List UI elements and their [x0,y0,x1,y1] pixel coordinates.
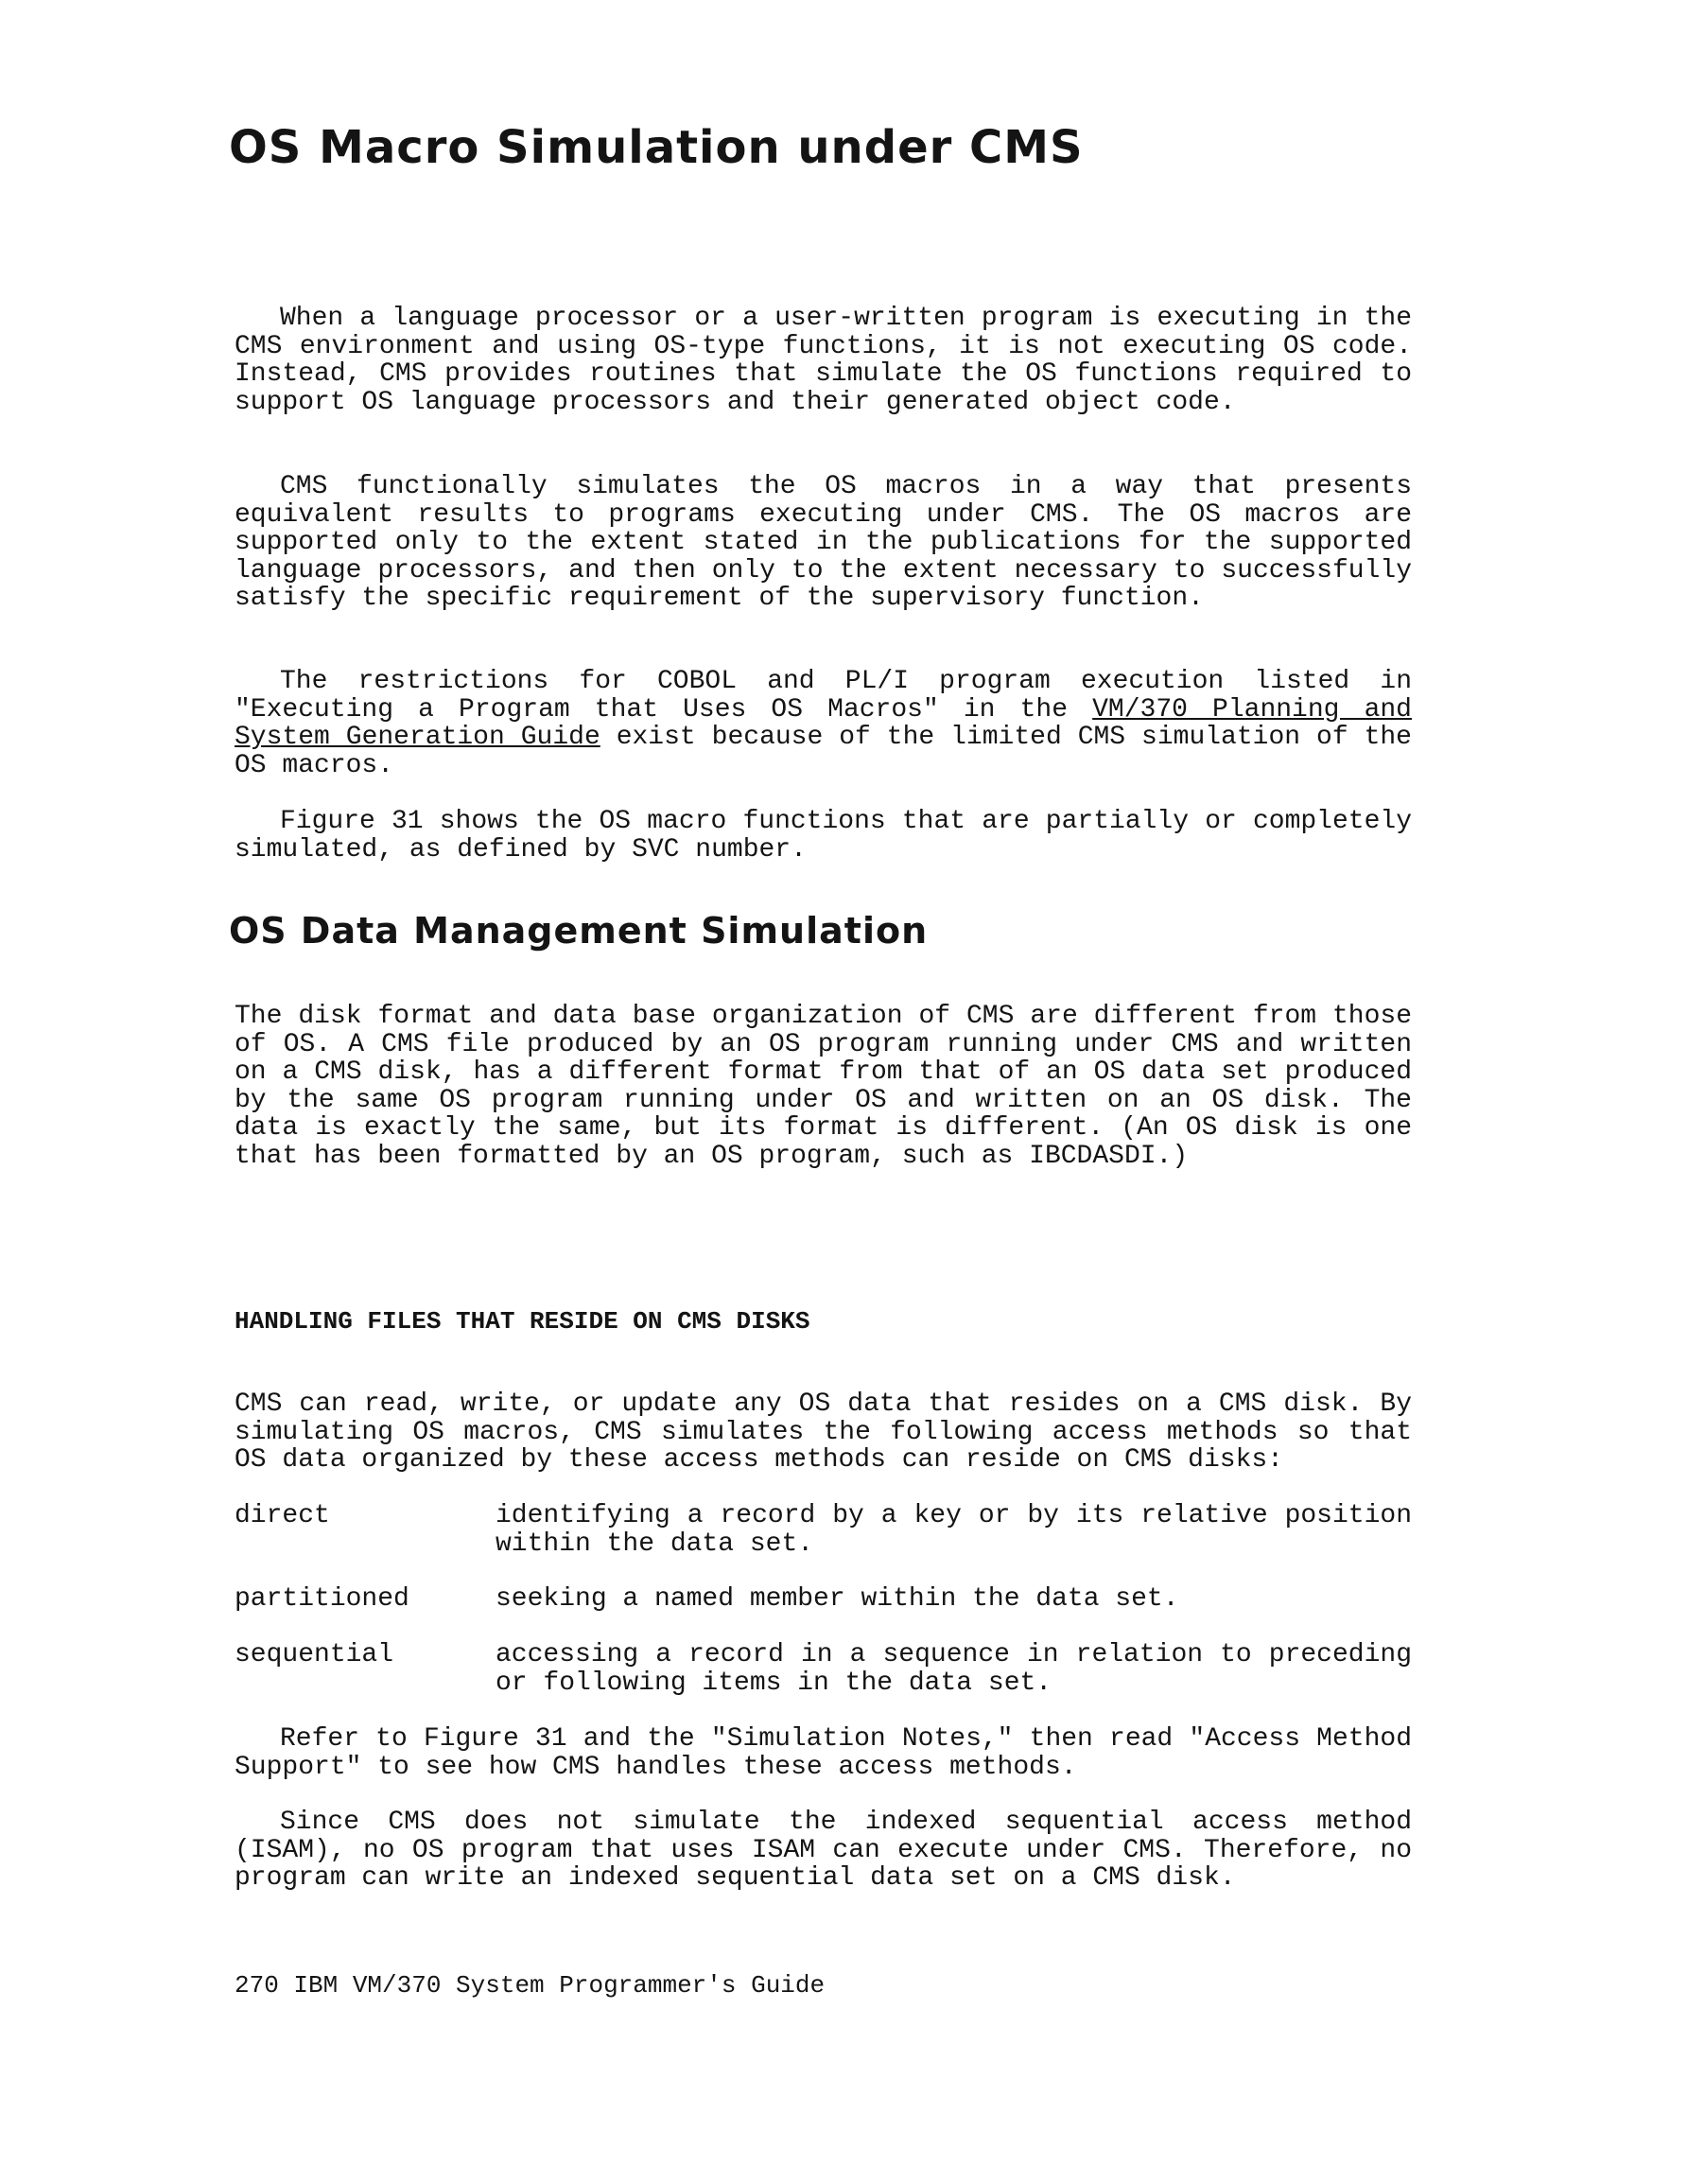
intro-paragraph-2: CMS functionally simulates the OS macros in a way that presents equivalent results to programs executing under CMS. The OS macros are supported only to the extent stated in the publications for the supported language processors, and then only to the extent necessary to successfully satisfy the specific requirement of the supervisory function. [235,472,1412,613]
definition-term: direct [235,1501,330,1530]
manual-reference: VM/370 Planning and System Generation Guide [235,694,1412,752]
definition-term: partitioned [235,1584,409,1614]
intro-paragraph-3 [235,668,1412,779]
subsection-heading: HANDLING FILES THAT RESIDE ON CMS DISKS [235,1307,810,1336]
definition-description: identifying a record by a key or by its relative position within the data set. [496,1501,1412,1559]
intro-paragraph-4: Figure 31 shows the OS macro functions that are partially or completely simulated, as defined by SVC number. [235,807,1412,865]
page-title: OS Macro Simulation under CMS [229,121,1084,174]
subsection-paragraph-3: Since CMS does not simulate the indexed sequential access method (ISAM), no OS program that uses ISAM can execute under CMS. Therefore, no program can write an indexed sequential data set on a CMS disk. [235,1808,1412,1893]
page-footer: 270 IBM VM/370 System Programmer's Guide [235,1971,826,2000]
subsection-paragraph-2: Refer to Figure 31 and the "Simulation Notes," then read "Access Method Support" to see how CMS handles these access methods. [235,1724,1412,1782]
subsection-paragraph-1: CMS can read, write, or update any OS data that resides on a CMS disk. By simulating OS macros, CMS simulates the following access methods so that OS data organized by these access methods can reside on CMS disks: [235,1389,1412,1475]
intro-paragraph-3-text-a: The restrictions for COBOL and PL/I program execution listed in "Executing a Program that Uses OS Macros" in the [235,667,1412,725]
section-heading: OS Data Management Simulation [229,910,929,952]
intro-paragraph-1: When a language processor or a user-written program is executing in the CMS environment and using OS-type functions, it is not executing OS code. Instead, CMS provides routines that simulate the OS functions required to support OS language processors and their generated object code. [235,304,1412,417]
definition-description: accessing a record in a sequence in relation to preceding or following items in the data set. [496,1640,1412,1698]
section-paragraph-1: The disk format and data base organization of CMS are different from those of OS. A CMS file produced by an OS program running under CMS and written on a CMS disk, has a different format from that of an OS data set produced by the same OS program running under OS and written on an OS disk. The data is exactly the same, but its format is different. (An OS disk is one that has been formatted by an OS program, such as IBCDASDI.) [235,1002,1412,1171]
definition-term: sequential [235,1640,394,1669]
intro-paragraph-3-text-b: exist because of the limited CMS simulation of the OS macros. [235,723,1412,780]
definition-description: seeking a named member within the data set. [496,1584,1179,1614]
